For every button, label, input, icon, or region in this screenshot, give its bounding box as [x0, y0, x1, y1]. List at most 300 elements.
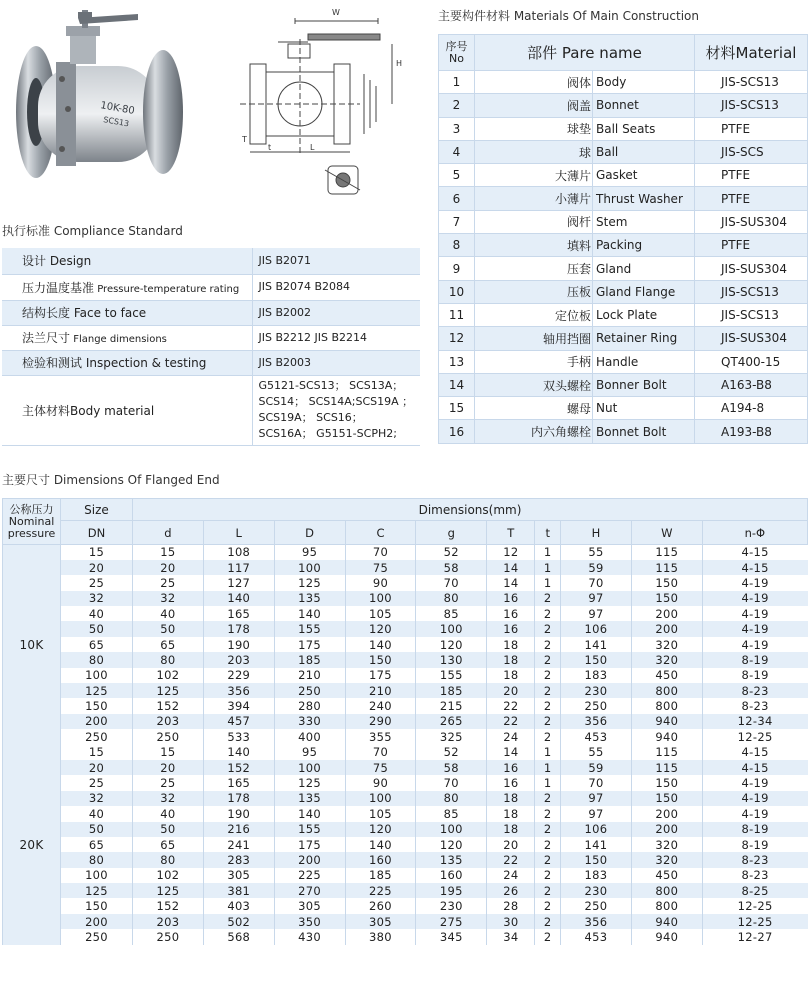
dim-cell: 305 — [274, 898, 345, 913]
t-label: T — [242, 135, 247, 144]
dim-cell: 250 — [133, 929, 204, 944]
dim-cell: 450 — [631, 668, 702, 683]
dim-cell: 130 — [416, 652, 487, 667]
dim-cell: 350 — [274, 914, 345, 929]
material-name-zh: 大薄片 — [475, 164, 593, 187]
materials-title: 主要构件材料 Materials Of Main Construction — [438, 9, 699, 23]
compliance-title: 执行标准 Compliance Standard — [2, 224, 183, 238]
dim-cell: 55 — [561, 745, 632, 760]
dim-cell: 15 — [133, 745, 204, 760]
dim-cell: 140 — [345, 637, 416, 652]
dim-cell: 800 — [631, 683, 702, 698]
header-dimensions: Dimensions(mm) — [133, 499, 808, 521]
dim-cell: 140 — [345, 837, 416, 852]
dim-cell: 8-19 — [702, 822, 807, 837]
dim-cell: 2 — [535, 822, 561, 837]
dim-row — [3, 868, 808, 883]
material-name-en: Nut — [593, 397, 695, 420]
photo-marking: 10K-80 — [99, 100, 136, 117]
h-label: H — [396, 59, 403, 68]
dim-cell: 102 — [133, 868, 204, 883]
dim-cell: 450 — [631, 868, 702, 883]
dim-col-header: g — [416, 521, 487, 545]
dim-cell: 16 — [487, 775, 535, 790]
dim-cell: 59 — [561, 560, 632, 575]
material-name-zh: 双头螺栓 — [475, 373, 593, 396]
dim-cell: 2 — [535, 668, 561, 683]
dim-cell: 280 — [274, 698, 345, 713]
dim-cell: 356 — [203, 683, 274, 698]
material-name-zh: 压套 — [475, 257, 593, 280]
material-row — [439, 117, 808, 140]
material-value: PTFE — [695, 117, 808, 140]
dim-col-header: DN — [61, 521, 133, 545]
dim-cell: 270 — [274, 883, 345, 898]
dim-col-header: C — [345, 521, 416, 545]
dim-cell: 80 — [416, 791, 487, 806]
dim-cell: 115 — [631, 745, 702, 760]
dim-cell: 160 — [416, 868, 487, 883]
dim-row — [3, 698, 808, 713]
dim-cell: 140 — [274, 606, 345, 621]
dim-cell: 325 — [416, 729, 487, 744]
material-no: 16 — [439, 420, 475, 443]
dim-cell: 16 — [487, 621, 535, 636]
dim-cell: 1 — [535, 545, 561, 560]
dim-cell: 320 — [631, 852, 702, 867]
material-name-en: Ball Seats — [593, 117, 695, 140]
dim-cell: 453 — [561, 929, 632, 944]
dim-cell: 800 — [631, 883, 702, 898]
dim-cell: 203 — [203, 652, 274, 667]
dim-row — [3, 914, 808, 929]
dim-cell: 70 — [416, 575, 487, 590]
dim-cell: 97 — [561, 591, 632, 606]
dim-cell: 32 — [133, 591, 204, 606]
dim-cell: 106 — [561, 621, 632, 636]
compliance-value: JIS B2212 JIS B2214 — [252, 325, 420, 350]
dim-cell: 152 — [203, 760, 274, 775]
material-no: 1 — [439, 71, 475, 94]
dim-cell: 97 — [561, 606, 632, 621]
dim-cell: 4-19 — [702, 621, 807, 636]
dim-cell: 502 — [203, 914, 274, 929]
dim-cell: 200 — [631, 806, 702, 821]
dim-row — [3, 714, 808, 729]
dim-cell: 403 — [203, 898, 274, 913]
dim-cell: 75 — [345, 760, 416, 775]
dim-cell: 90 — [345, 575, 416, 590]
dim-cell: 183 — [561, 868, 632, 883]
material-name-zh: 手柄 — [475, 350, 593, 373]
material-name-en: Body — [593, 71, 695, 94]
dim-cell: 140 — [203, 745, 274, 760]
material-value: JIS-SUS304 — [695, 257, 808, 280]
material-name-zh: 球 — [475, 140, 593, 163]
dim-cell: 80 — [61, 652, 133, 667]
compliance-label: 检验和测试 Inspection & testing — [2, 350, 252, 375]
dim-cell: 22 — [487, 852, 535, 867]
dim-row — [3, 929, 808, 944]
dim-cell: 250 — [61, 929, 133, 944]
material-row — [439, 257, 808, 280]
dim-cell: 100 — [345, 791, 416, 806]
dim-cell: 4-19 — [702, 791, 807, 806]
dim-cell: 2 — [535, 837, 561, 852]
material-name-zh: 内六角螺栓 — [475, 420, 593, 443]
material-no: 13 — [439, 350, 475, 373]
dim-cell: 2 — [535, 683, 561, 698]
dim-cell: 1 — [535, 745, 561, 760]
dim-cell: 75 — [345, 560, 416, 575]
dim-cell: 2 — [535, 606, 561, 621]
dim-cell: 15 — [61, 545, 133, 560]
dim-cell: 185 — [345, 868, 416, 883]
w-label: W — [332, 8, 340, 17]
dim-cell: 2 — [535, 591, 561, 606]
dim-cell: 940 — [631, 729, 702, 744]
dim-cell: 100 — [61, 868, 133, 883]
dim-cell: 18 — [487, 652, 535, 667]
material-no: 14 — [439, 373, 475, 396]
material-no: 12 — [439, 327, 475, 350]
dim-cell: 1 — [535, 560, 561, 575]
dim-cell: 58 — [416, 560, 487, 575]
dim-cell: 70 — [561, 775, 632, 790]
t2-label: t — [268, 143, 272, 152]
dim-cell: 18 — [487, 791, 535, 806]
dim-cell: 250 — [133, 729, 204, 744]
dim-cell: 155 — [274, 822, 345, 837]
dim-cell: 34 — [487, 929, 535, 944]
dim-cell: 2 — [535, 621, 561, 636]
dim-cell: 8-25 — [702, 883, 807, 898]
compliance-row — [2, 375, 420, 445]
material-row — [439, 327, 808, 350]
compliance-label: 设计 Design — [2, 248, 252, 274]
dim-cell: 135 — [416, 852, 487, 867]
material-row — [439, 373, 808, 396]
material-name-en: Packing — [593, 234, 695, 257]
compliance-row — [2, 274, 420, 300]
dim-cell: 320 — [631, 637, 702, 652]
dim-cell: 200 — [61, 914, 133, 929]
dim-cell: 400 — [274, 729, 345, 744]
dim-col-header: T — [487, 521, 535, 545]
material-name-zh: 球垫 — [475, 117, 593, 140]
dim-row — [3, 668, 808, 683]
dim-cell: 2 — [535, 698, 561, 713]
compliance-row — [2, 350, 420, 375]
material-row — [439, 164, 808, 187]
dim-cell: 58 — [416, 760, 487, 775]
dim-cell: 106 — [561, 822, 632, 837]
dim-cell: 283 — [203, 852, 274, 867]
material-row — [439, 187, 808, 210]
material-row — [439, 71, 808, 94]
material-value: JIS-SCS13 — [695, 71, 808, 94]
dim-cell: 135 — [274, 591, 345, 606]
dim-cell: 70 — [345, 745, 416, 760]
dim-cell: 85 — [416, 806, 487, 821]
dim-cell: 4-15 — [702, 545, 807, 560]
dim-cell: 18 — [487, 822, 535, 837]
dim-cell: 70 — [416, 775, 487, 790]
dim-cell: 20 — [487, 837, 535, 852]
dim-cell: 90 — [345, 775, 416, 790]
dim-cell: 150 — [61, 898, 133, 913]
dim-cell: 40 — [61, 806, 133, 821]
dim-cell: 12-34 — [702, 714, 807, 729]
dim-cell: 55 — [561, 545, 632, 560]
dim-cell: 225 — [274, 868, 345, 883]
dim-cell: 125 — [61, 683, 133, 698]
dim-cell: 230 — [416, 898, 487, 913]
dim-cell: 18 — [487, 637, 535, 652]
dim-cell: 356 — [561, 914, 632, 929]
dim-cell: 16 — [487, 591, 535, 606]
compliance-value: JIS B2003 — [252, 350, 420, 375]
dim-cell: 1 — [535, 775, 561, 790]
dim-cell: 50 — [133, 621, 204, 636]
material-no: 4 — [439, 140, 475, 163]
dim-cell: 15 — [61, 745, 133, 760]
dim-cell: 355 — [345, 729, 416, 744]
dim-row — [3, 637, 808, 652]
dim-cell: 15 — [133, 545, 204, 560]
dim-cell: 95 — [274, 745, 345, 760]
dim-cell: 152 — [133, 698, 204, 713]
dim-cell: 150 — [561, 652, 632, 667]
dim-cell: 2 — [535, 791, 561, 806]
dim-cell: 8-23 — [702, 868, 807, 883]
dim-cell: 150 — [631, 591, 702, 606]
dim-cell: 97 — [561, 791, 632, 806]
dim-cell: 127 — [203, 575, 274, 590]
dim-cell: 100 — [274, 560, 345, 575]
material-no: 8 — [439, 234, 475, 257]
dim-row — [3, 621, 808, 636]
dim-cell: 32 — [133, 791, 204, 806]
material-name-zh: 轴用挡圈 — [475, 327, 593, 350]
dim-cell: 8-19 — [702, 668, 807, 683]
material-row — [439, 210, 808, 233]
material-value: JIS-SCS13 — [695, 280, 808, 303]
dim-cell: 24 — [487, 868, 535, 883]
material-value: A193-B8 — [695, 420, 808, 443]
dim-cell: 150 — [61, 698, 133, 713]
dim-cell: 40 — [61, 606, 133, 621]
dim-cell: 200 — [61, 714, 133, 729]
dim-cell: 185 — [416, 683, 487, 698]
dim-row — [3, 545, 808, 560]
dim-cell: 12 — [487, 545, 535, 560]
dim-cell: 28 — [487, 898, 535, 913]
dim-cell: 8-19 — [702, 652, 807, 667]
dim-cell: 18 — [487, 806, 535, 821]
dim-row — [3, 575, 808, 590]
dim-cell: 85 — [416, 606, 487, 621]
dim-cell: 320 — [631, 837, 702, 852]
dim-cell: 120 — [416, 837, 487, 852]
dim-cell: 20 — [487, 683, 535, 698]
compliance-label: 法兰尺寸 Flange dimensions — [2, 325, 252, 350]
material-name-zh: 阀盖 — [475, 94, 593, 117]
dim-cell: 59 — [561, 760, 632, 775]
dim-cell: 80 — [133, 852, 204, 867]
compliance-value: G5121-SCS13； SCS13A； SCS14； SCS14A;SCS19A ； SCS19A； SCS16； SCS16A； G5151-SCPH2; — [252, 375, 420, 445]
dim-row — [3, 560, 808, 575]
compliance-value: JIS B2074 B2084 — [252, 274, 420, 300]
dim-cell: 14 — [487, 745, 535, 760]
dim-cell: 2 — [535, 729, 561, 744]
dim-cell: 4-15 — [702, 560, 807, 575]
dim-cell: 70 — [345, 545, 416, 560]
dim-cell: 345 — [416, 929, 487, 944]
compliance-row — [2, 325, 420, 350]
material-row — [439, 94, 808, 117]
dim-row — [3, 883, 808, 898]
material-name-en: Gland — [593, 257, 695, 280]
header-material: 材料Material — [695, 35, 808, 71]
dim-cell: 2 — [535, 852, 561, 867]
dim-cell: 250 — [61, 729, 133, 744]
material-name-zh: 压板 — [475, 280, 593, 303]
dim-cell: 533 — [203, 729, 274, 744]
dim-cell: 141 — [561, 837, 632, 852]
dim-cell: 155 — [274, 621, 345, 636]
dim-cell: 203 — [133, 714, 204, 729]
dim-cell: 250 — [561, 698, 632, 713]
dim-cell: 250 — [561, 898, 632, 913]
material-value: A194-8 — [695, 397, 808, 420]
material-row — [439, 280, 808, 303]
dim-cell: 120 — [416, 637, 487, 652]
dim-cell: 40 — [133, 606, 204, 621]
dim-cell: 4-19 — [702, 637, 807, 652]
dim-cell: 800 — [631, 698, 702, 713]
dim-cell: 2 — [535, 652, 561, 667]
dim-cell: 100 — [345, 591, 416, 606]
dim-cell: 190 — [203, 806, 274, 821]
dim-row — [3, 652, 808, 667]
dim-cell: 105 — [345, 806, 416, 821]
compliance-value: JIS B2002 — [252, 300, 420, 325]
material-row — [439, 234, 808, 257]
material-name-zh: 螺母 — [475, 397, 593, 420]
dim-cell: 18 — [487, 668, 535, 683]
valve-photo — [8, 4, 198, 184]
dim-col-header: t — [535, 521, 561, 545]
dim-cell: 20 — [133, 760, 204, 775]
material-value: PTFE — [695, 234, 808, 257]
material-name-en: Stem — [593, 210, 695, 233]
dim-cell: 150 — [631, 575, 702, 590]
material-name-zh: 填料 — [475, 234, 593, 257]
material-row — [439, 397, 808, 420]
dim-cell: 50 — [133, 822, 204, 837]
material-name-zh: 小薄片 — [475, 187, 593, 210]
dim-cell: 80 — [61, 852, 133, 867]
dim-cell: 1 — [535, 760, 561, 775]
dim-cell: 105 — [345, 606, 416, 621]
dim-row — [3, 745, 808, 760]
dim-cell: 165 — [203, 606, 274, 621]
dim-cell: 215 — [416, 698, 487, 713]
dim-cell: 150 — [631, 775, 702, 790]
dim-cell: 275 — [416, 914, 487, 929]
dim-cell: 457 — [203, 714, 274, 729]
dim-col-header: L — [203, 521, 274, 545]
valve-dimension-drawing — [230, 4, 425, 204]
dim-cell: 25 — [133, 775, 204, 790]
dim-cell: 210 — [345, 683, 416, 698]
dim-cell: 24 — [487, 729, 535, 744]
material-name-zh: 定位板 — [475, 303, 593, 326]
dim-cell: 230 — [561, 883, 632, 898]
material-value: A163-B8 — [695, 373, 808, 396]
dim-row — [3, 791, 808, 806]
material-name-en: Gland Flange — [593, 280, 695, 303]
dim-cell: 20 — [61, 760, 133, 775]
material-value: JIS-SUS304 — [695, 210, 808, 233]
dim-cell: 200 — [631, 606, 702, 621]
material-value: PTFE — [695, 164, 808, 187]
dim-cell: 32 — [61, 591, 133, 606]
dim-cell: 16 — [487, 606, 535, 621]
materials-table — [438, 34, 808, 444]
dim-cell: 229 — [203, 668, 274, 683]
dim-cell: 4-19 — [702, 806, 807, 821]
dim-cell: 115 — [631, 760, 702, 775]
dim-cell: 4-19 — [702, 775, 807, 790]
dim-row — [3, 775, 808, 790]
dim-cell: 125 — [133, 683, 204, 698]
dim-cell: 141 — [561, 637, 632, 652]
dim-cell: 265 — [416, 714, 487, 729]
dimensions-table — [2, 498, 808, 945]
dim-row — [3, 852, 808, 867]
dim-cell: 30 — [487, 914, 535, 929]
dim-cell: 175 — [274, 637, 345, 652]
dim-cell: 4-15 — [702, 745, 807, 760]
dim-col-header: n-Φ — [702, 521, 807, 545]
dim-cell: 305 — [345, 914, 416, 929]
dim-cell: 260 — [345, 898, 416, 913]
dim-cell: 108 — [203, 545, 274, 560]
dim-cell: 210 — [274, 668, 345, 683]
dim-row — [3, 729, 808, 744]
dim-cell: 100 — [416, 621, 487, 636]
material-value: QT400-15 — [695, 350, 808, 373]
compliance-value: JIS B2071 — [252, 248, 420, 274]
dim-cell: 183 — [561, 668, 632, 683]
dim-cell: 178 — [203, 621, 274, 636]
dim-cell: 453 — [561, 729, 632, 744]
dim-cell: 4-19 — [702, 575, 807, 590]
dim-cell: 203 — [133, 914, 204, 929]
dim-cell: 22 — [487, 698, 535, 713]
compliance-row — [2, 248, 420, 274]
dim-cell: 14 — [487, 560, 535, 575]
dim-cell: 8-23 — [702, 852, 807, 867]
dim-cell: 80 — [416, 591, 487, 606]
dim-cell: 12-25 — [702, 729, 807, 744]
dim-cell: 70 — [561, 575, 632, 590]
dim-cell: 95 — [274, 545, 345, 560]
dim-cell: 125 — [61, 883, 133, 898]
dim-cell: 195 — [416, 883, 487, 898]
